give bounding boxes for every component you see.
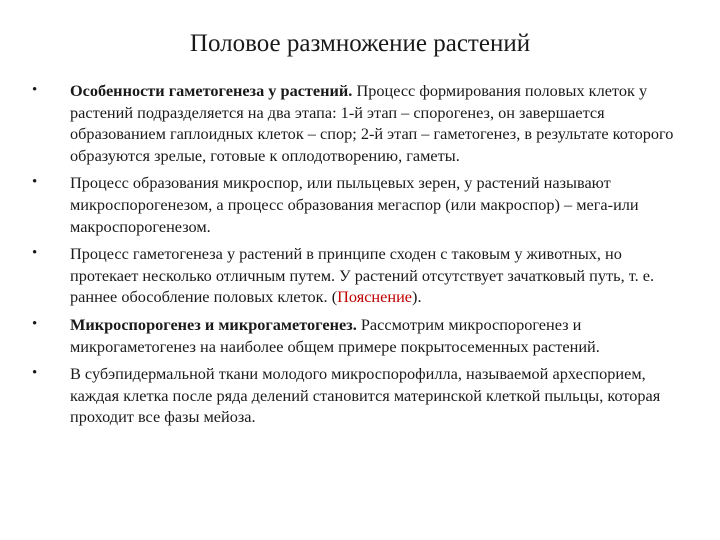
bullet-text-2: Процесс образования микроспор, или пыльцевых зерен, у растений называют микроспорогенезом, а процесс образования мегаспор (или макроспор) – мега-или макроспорогенезом. bbox=[70, 173, 639, 236]
bullet-dot-icon: • bbox=[32, 174, 38, 191]
bullet-item-5 bbox=[30, 363, 690, 428]
bullet-text-5: В субэпидермальной ткани молодого микроспорофилла, называемой археспорием, каждая клетка после ряда делений становится материнской клеткой пыльцы, которая проходит все фазы мейоза. bbox=[70, 364, 661, 427]
bullet-list bbox=[30, 80, 690, 434]
bullet-text-3-before: Процесс гаметогенеза у растений в принципе сходен с таковым у животных, но протекает несколько отличным путем. У растений отсутствует зачатковый путь, т. е. раннее обособление половых клеток. ( bbox=[70, 244, 655, 307]
bullet-text-4: Рассмотрим микроспорогенез и микрогаметогенез на наиболее общем примере покрытосеменных растений. bbox=[70, 314, 600, 356]
explanation-link[interactable]: Пояснение bbox=[337, 287, 413, 307]
bullet-dot-icon: • bbox=[32, 245, 38, 262]
bullet-dot-icon: • bbox=[32, 82, 38, 98]
bullet-lead-1: Особенности гаметогенеза у растений. bbox=[70, 81, 353, 100]
bullet-item-4 bbox=[30, 314, 690, 357]
bullet-item-1 bbox=[30, 80, 690, 166]
bullet-lead-4: Микроспорогенез и микрогаметогенез. bbox=[70, 314, 357, 334]
slide-title: Половое размножение растений bbox=[189, 30, 531, 57]
bullet-dot-icon: • bbox=[32, 365, 38, 382]
bullet-item-3 bbox=[30, 243, 690, 308]
bullet-text-1: Процесс формирования половых клеток у растений подразделяется на два этапа: 1-й этап – спорогенез, он завершается образованием гаплоидных клеток – спор; 2-й этап – гаметогенез, в результате которого образуются зрелые, готовые к оплодотворению, гаметы. bbox=[70, 81, 674, 165]
bullet-dot-icon: • bbox=[32, 315, 38, 332]
bullet-text-3-after: ). bbox=[412, 287, 422, 307]
bullet-item-2 bbox=[30, 172, 690, 237]
